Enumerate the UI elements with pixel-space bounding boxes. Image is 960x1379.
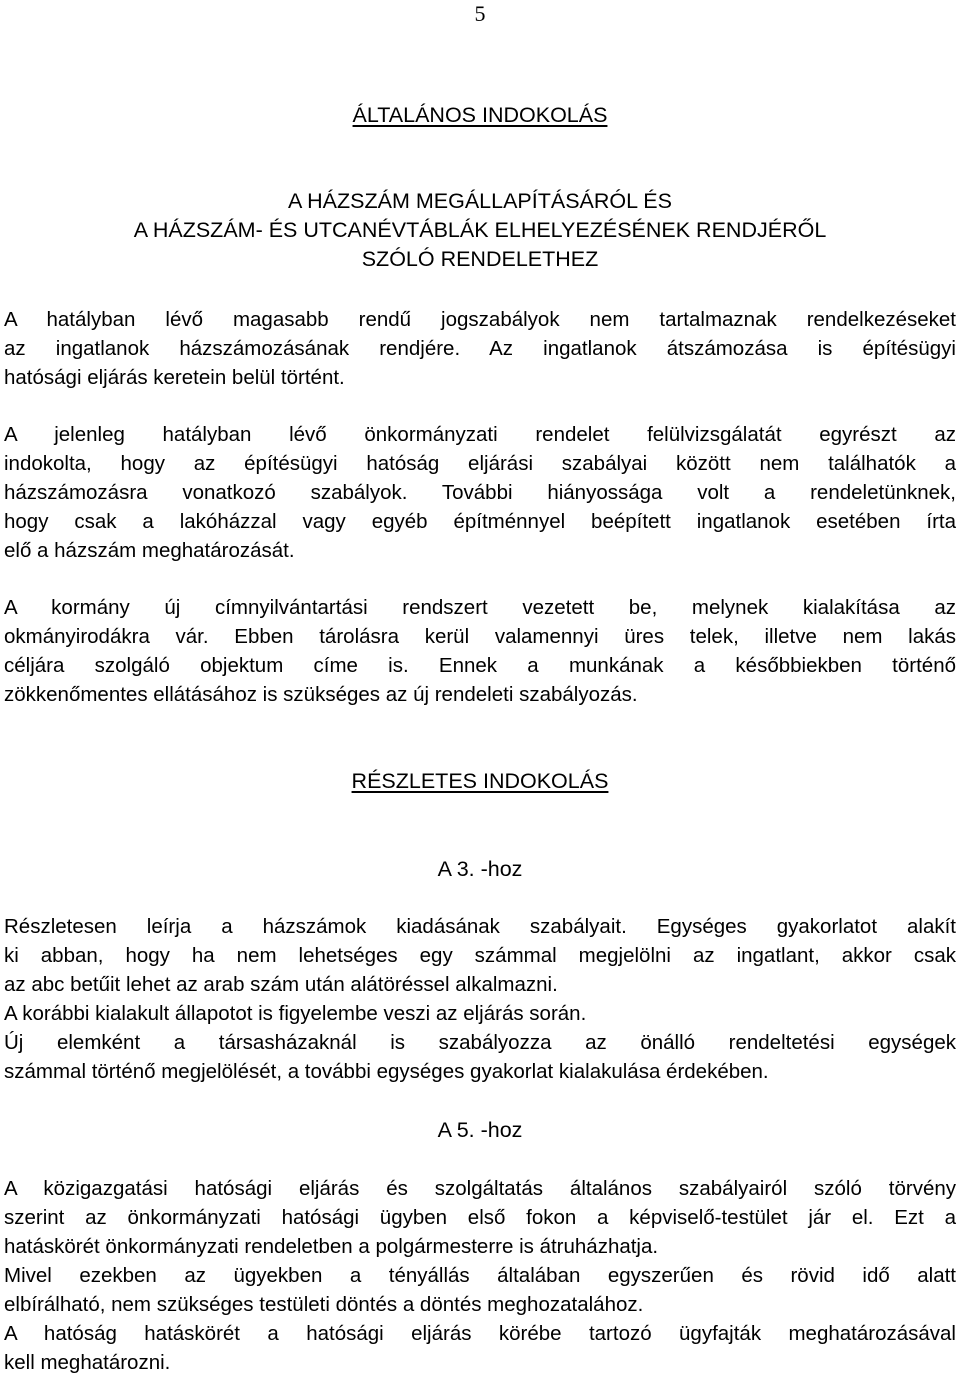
section-5-paragraph-2	[4, 1261, 956, 1319]
paragraph-line: hogy csak a lakóházzal vagy egyéb építménnyel beépített ingatlanok esetében írta	[4, 510, 956, 533]
paragraph-line: szerint az önkormányzati hatósági ügyben első fokon a képviselő-testület jár el. Ezt a	[4, 1206, 956, 1229]
paragraph-line: zökkenőmentes ellátásához is szükséges az új rendeleti szabályozás.	[4, 683, 638, 706]
general-paragraph-3	[4, 593, 956, 709]
section-ref-3: A 3. -hoz	[437, 857, 523, 881]
paragraph-line: A korábbi kialakult állapotot is figyelembe veszi az eljárás során.	[4, 1002, 587, 1025]
paragraph-line: Mivel ezekben az ügyekben a tényállás általában egyszerűen és rövid idő alatt	[4, 1264, 956, 1287]
paragraph-line: Új elemként a társasházaknál is szabályozza az önálló rendeltetési egységek	[4, 1031, 956, 1054]
paragraph-line: számmal történő megjelölését, a további egységes gyakorlat kialakulása érdekében.	[4, 1060, 769, 1083]
paragraph-line: hatáskörét önkormányzati rendeletben a polgármesterre is átruházhatja.	[4, 1235, 659, 1258]
paragraph-line: céljára szolgáló objektum címe is. Ennek a munkának a későbbiekben történő	[4, 654, 956, 677]
paragraph-line: elő a házszám meghatározását.	[4, 539, 295, 562]
paragraph-line: az abc betűit lehet az arab szám után alátöréssel alkalmazni.	[4, 973, 558, 996]
general-paragraph-1	[4, 305, 956, 392]
paragraph-line: indokolta, hogy az építésügyi hatóság eljárási szabályai között nem találhatók a	[4, 452, 956, 475]
section-3-paragraph-3	[4, 1028, 956, 1086]
subtitle-line: SZÓLÓ RENDELETHEZ	[361, 247, 599, 271]
paragraph-line: A jelenleg hatályban lévő önkormányzati rendelet felülvizsgálatát egyrészt az	[4, 423, 956, 446]
paragraph-line: A közigazgatási hatósági eljárás és szolgáltatás általános szabályairól szóló törvény	[4, 1177, 956, 1200]
paragraph-line: elbírálható, nem szükséges testületi döntés a döntés meghozatalához.	[4, 1293, 644, 1316]
paragraph-line: Részletesen leírja a házszámok kiadásának szabályait. Egységes gyakorlatot alakít	[4, 915, 956, 938]
subtitle-block	[0, 187, 960, 274]
section-5-paragraph-3	[4, 1319, 956, 1377]
subtitle-line: A HÁZSZÁM- ÉS UTCANÉVTÁBLÁK ELHELYEZÉSÉNEK RENDJÉRŐL	[133, 218, 827, 242]
page-number: 5	[474, 1, 486, 26]
detailed-heading	[0, 767, 960, 796]
paragraph-line: okmányirodákra vár. Ebben tárolásra kerül valamennyi üres telek, illetve nem lakás	[4, 625, 956, 648]
paragraph-line: A hatóság hatáskörét a hatósági eljárás körébe tartozó ügyfajták meghatározásával	[4, 1322, 956, 1345]
paragraph-line: ki abban, hogy ha nem lehetséges egy számmal megjelölni az ingatlant, akkor csak	[4, 944, 956, 967]
section-3-paragraph-2	[4, 999, 956, 1028]
section-ref-5: A 5. -hoz	[437, 1118, 523, 1142]
subtitle-line: A HÁZSZÁM MEGÁLLAPÍTÁSÁRÓL ÉS	[288, 189, 672, 213]
general-heading	[0, 101, 960, 130]
section-3-paragraph-1	[4, 912, 956, 999]
detailed-heading-text: RÉSZLETES INDOKOLÁS	[351, 769, 609, 793]
general-heading-text: ÁLTALÁNOS INDOKOLÁS	[352, 103, 608, 127]
paragraph-line: hatósági eljárás keretein belül történt.	[4, 366, 345, 389]
section-5-paragraph-1	[4, 1174, 956, 1261]
paragraph-line: A hatályban lévő magasabb rendű jogszabályok nem tartalmaznak rendelkezéseket	[4, 308, 956, 331]
paragraph-line: az ingatlanok házszámozásának rendjére. Az ingatlanok átszámozása is építésügyi	[4, 337, 956, 360]
paragraph-line: A kormány új címnyilvántartási rendszert vezetett be, melynek kialakítása az	[4, 596, 956, 619]
general-paragraph-2	[4, 420, 956, 565]
paragraph-line: házszámozásra vonatkozó szabályok. További hiányossága volt a rendeletünknek,	[4, 481, 956, 504]
paragraph-line: kell meghatározni.	[4, 1351, 171, 1374]
